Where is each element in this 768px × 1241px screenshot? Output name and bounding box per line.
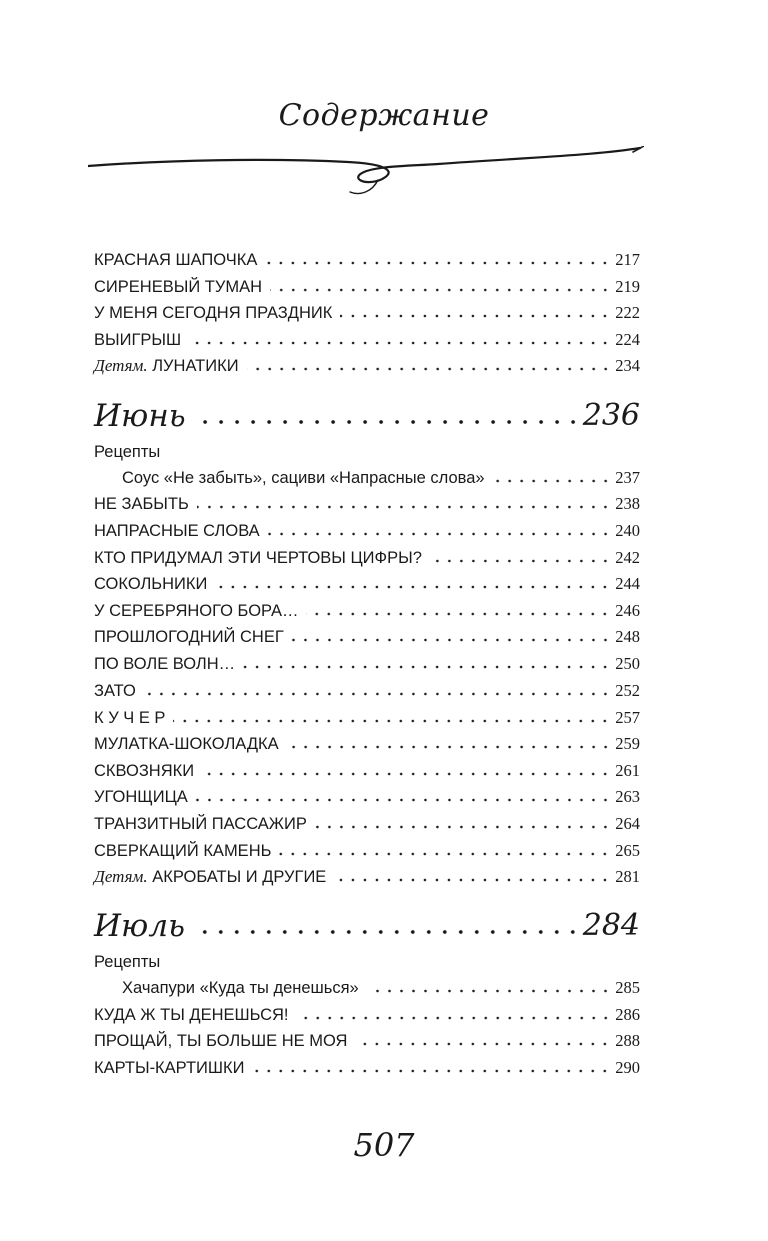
dot-leader [247, 366, 612, 372]
entry-page-number: 244 [615, 574, 640, 593]
month-heading[interactable] [94, 902, 640, 944]
entry-page-number: 242 [615, 548, 640, 567]
entry-page-number: 237 [615, 468, 640, 487]
dot-leader [367, 988, 612, 994]
entry-title: ПРОЩАЙ, ТЫ БОЛЬШЕ НЕ МОЯ [94, 1032, 348, 1050]
entry-title: ТРАНЗИТНЫЙ ПАССАЖИР [94, 815, 307, 833]
dot-leader [197, 504, 611, 510]
toc-entry[interactable] [94, 273, 640, 297]
entry-page-number: 263 [615, 787, 640, 806]
entry-page-number: 286 [615, 1005, 640, 1024]
entry-title-wrap [94, 548, 422, 568]
toc-entry[interactable] [94, 623, 640, 647]
dot-leader [297, 1015, 612, 1021]
dot-leader [252, 1068, 611, 1074]
toc-entry[interactable] [94, 1027, 640, 1051]
entry-title-wrap [94, 681, 136, 701]
entry-title-wrap [94, 841, 271, 861]
toc-entry[interactable] [94, 837, 640, 861]
toc-entry[interactable] [94, 246, 640, 270]
toc-entry[interactable] [94, 299, 640, 323]
entry-title: У МЕНЯ СЕГОДНЯ ПРАЗДНИК [94, 304, 333, 322]
toc-entry[interactable] [94, 810, 640, 834]
dot-leader [279, 851, 611, 857]
entry-title-wrap [94, 330, 181, 350]
dot-leader [189, 340, 611, 346]
entry-title-wrap [94, 1058, 244, 1078]
entry-page-number: 252 [615, 681, 640, 700]
entry-title: ПО ВОЛЕ ВОЛН… [94, 655, 236, 673]
entry-title: ЛУНАТИКИ [152, 357, 239, 375]
entry-title: СИРЕНЕВЫЙ ТУМАН [94, 278, 262, 296]
toc-sub-entry[interactable] [122, 974, 640, 998]
entry-page-number: 265 [615, 841, 640, 860]
entry-title-wrap [122, 468, 485, 488]
entry-title: КРАСНАЯ ШАПОЧКА [94, 251, 258, 269]
toc-sub-entry[interactable] [122, 464, 640, 488]
entry-page-number: 217 [615, 250, 640, 269]
entry-page-number: 259 [615, 734, 640, 753]
entry-title-wrap [94, 442, 160, 462]
toc-entry[interactable] [94, 757, 640, 781]
entry-page-number: 288 [615, 1031, 640, 1050]
entry-title: У СЕРЕБРЯНОГО БОРА… [94, 602, 299, 620]
section-label [94, 948, 640, 972]
entry-title-wrap [94, 356, 239, 376]
dot-leader [334, 877, 611, 883]
entry-title-wrap [94, 1005, 289, 1025]
entry-title: Рецепты [94, 953, 161, 971]
entry-title: НАПРАСНЫЕ СЛОВА [94, 522, 260, 540]
entry-title-wrap [94, 303, 332, 323]
month-heading[interactable] [94, 392, 640, 434]
toc-entry[interactable] [94, 490, 640, 514]
dot-leader [493, 478, 612, 484]
dot-leader [315, 824, 611, 830]
toc-entry[interactable] [94, 704, 640, 728]
entry-title: НЕ ЗАБЫТЬ [94, 495, 189, 513]
entry-title-wrap [94, 1031, 347, 1051]
month-title: Июнь [94, 398, 186, 434]
toc-entry[interactable] [94, 326, 640, 350]
entry-title: КУДА Ж ТЫ ДЕНЕШЬСЯ! [94, 1006, 289, 1024]
entry-page-number: 285 [615, 978, 640, 997]
entry-title-wrap [122, 978, 359, 998]
entry-page-number: 238 [615, 494, 640, 513]
toc-entry[interactable] [94, 1054, 640, 1078]
entry-title: КТО ПРИДУМАЛ ЭТИ ЧЕРТОВЫ ЦИФРЫ? [94, 549, 422, 567]
entry-page-number: 224 [615, 330, 640, 349]
entry-page-number: 248 [615, 627, 640, 646]
entry-prefix: Детям. [94, 867, 148, 886]
entry-title: ПРОШЛОГОДНИЙ СНЕГ [94, 628, 284, 646]
dot-leader [292, 637, 611, 643]
entry-title-wrap [94, 601, 298, 621]
entry-title: КАРТЫ-КАРТИШКИ [94, 1059, 245, 1077]
entry-title: МУЛАТКА-ШОКОЛАДКА [94, 735, 279, 753]
toc-entry[interactable] [94, 517, 640, 541]
entry-page-number: 264 [615, 814, 640, 833]
entry-title: Рецепты [94, 443, 161, 461]
toc-entry[interactable] [94, 570, 640, 594]
dot-leader [340, 313, 611, 319]
dot-leader [196, 797, 611, 803]
entry-title-wrap [94, 787, 188, 807]
dot-leader [173, 718, 611, 724]
toc-entry[interactable] [94, 352, 640, 376]
toc-entry[interactable] [94, 650, 640, 674]
entry-title: ВЫИГРЫШ [94, 331, 182, 349]
entry-title: СКВОЗНЯКИ [94, 762, 195, 780]
dot-leader [215, 584, 611, 590]
entry-prefix: Детям. [94, 356, 148, 375]
entry-title: ЗАТО [94, 682, 136, 700]
entry-title: Хачапури «Куда ты денешься» [122, 979, 359, 997]
entry-title-wrap [94, 627, 284, 647]
entry-title-wrap [94, 708, 165, 728]
entry-title: СВЕРКАЩИЙ КАМЕНЬ [94, 842, 272, 860]
entry-page-number: 222 [615, 303, 640, 322]
toc-entry[interactable] [94, 863, 640, 887]
entry-title-wrap [94, 521, 260, 541]
dot-leader [268, 531, 612, 537]
entry-page-number: 246 [615, 601, 640, 620]
entry-title-wrap [94, 952, 160, 972]
entry-title-wrap [94, 761, 194, 781]
toc-entry[interactable] [94, 677, 640, 701]
dot-leader [193, 928, 581, 936]
dot-leader [287, 744, 612, 750]
entry-page-number: 234 [615, 356, 640, 375]
entry-page-number: 257 [615, 708, 640, 727]
entry-page-number: 219 [615, 277, 640, 296]
entry-title-wrap [94, 867, 326, 887]
entry-title: К У Ч Е Р [94, 709, 166, 727]
page-number: 507 [353, 1126, 415, 1164]
toc-entry[interactable] [94, 597, 640, 621]
entry-page-number: 290 [615, 1058, 640, 1077]
dot-leader [355, 1041, 611, 1047]
dot-leader [430, 558, 611, 564]
entry-page-number: 261 [615, 761, 640, 780]
dot-leader [144, 691, 611, 697]
month-page-number: 236 [582, 398, 640, 433]
entry-title-wrap [94, 574, 207, 594]
entry-title: Соус «Не забыть», сациви «Напрасные слова» [122, 469, 485, 487]
entry-title: УГОНЩИЦА [94, 788, 188, 806]
dot-leader [270, 287, 611, 293]
dot-leader [306, 611, 611, 617]
entry-title-wrap [94, 814, 307, 834]
entry-title-wrap [94, 250, 257, 270]
toc-entry[interactable] [94, 544, 640, 568]
toc-entry[interactable] [94, 730, 640, 754]
entry-title-wrap [94, 277, 262, 297]
entry-page-number: 281 [615, 867, 640, 886]
toc-entry[interactable] [94, 1001, 640, 1025]
dot-leader [265, 260, 611, 266]
entry-title-wrap [94, 494, 189, 514]
entry-page-number: 250 [615, 654, 640, 673]
dot-leader [202, 771, 611, 777]
month-page-number: 284 [582, 908, 640, 943]
entry-title: АКРОБАТЫ И ДРУГИЕ [152, 868, 327, 886]
entry-title-wrap [94, 654, 235, 674]
entry-title-wrap [94, 734, 279, 754]
entry-title: СОКОЛЬНИКИ [94, 575, 208, 593]
month-title: Июль [94, 908, 185, 944]
entry-page-number: 240 [615, 521, 640, 540]
dot-leader [243, 664, 611, 670]
section-label [94, 438, 640, 462]
page-title: Содержание [278, 98, 490, 133]
dot-leader [194, 418, 581, 426]
toc-entry[interactable] [94, 783, 640, 807]
